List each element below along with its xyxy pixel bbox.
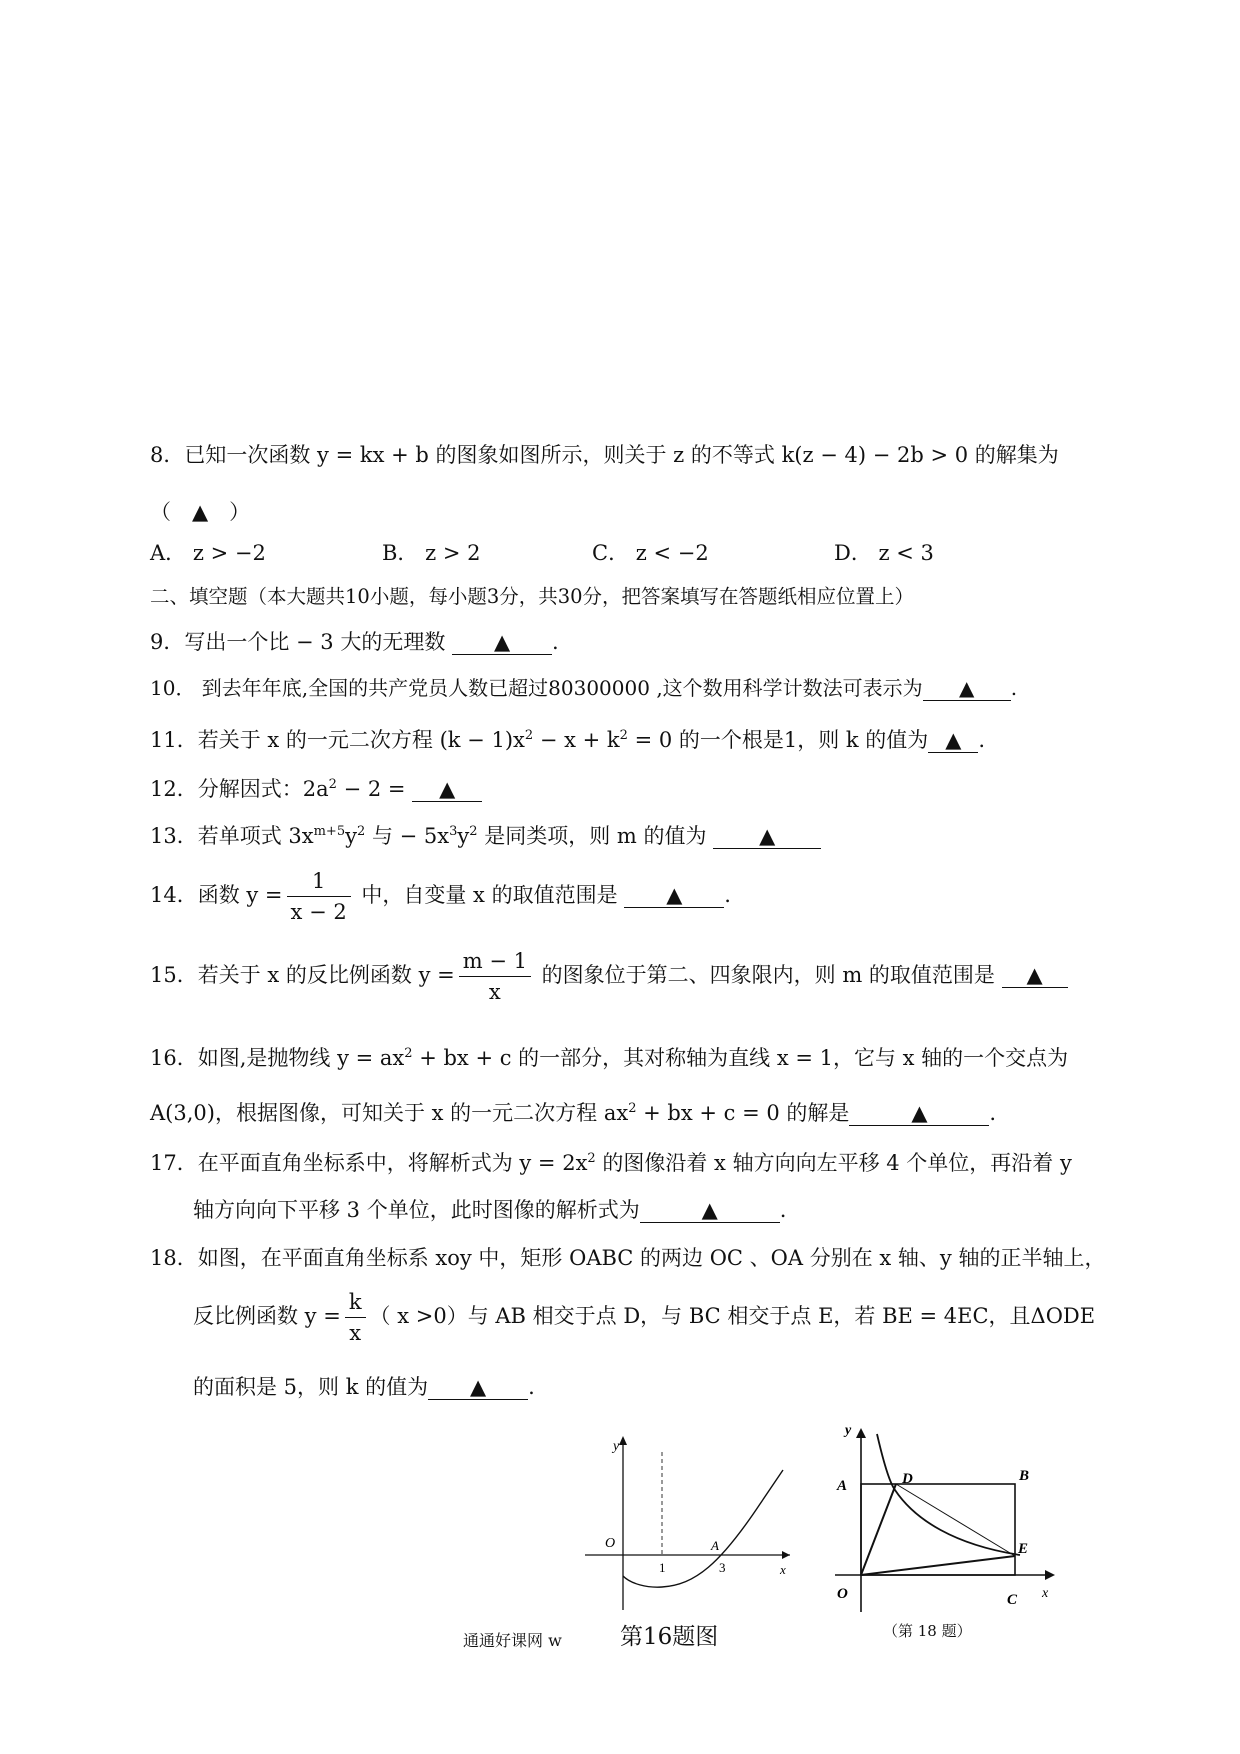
q12-blank (412, 777, 482, 802)
q18-part-b: （ x >0）与 AB 相交于点 D，与 BC 相交于点 E，若 BE = 4EC，且ΔODE (369, 1304, 1096, 1328)
q18-numerator: k (345, 1287, 366, 1318)
fig16-y-arrow (619, 1436, 627, 1445)
q8-body: 已知一次函数 y = kx + b 的图象如图所示，则关于 z 的不等式 k(z − 4) − 2b > 0 的解集为 (184, 443, 1059, 467)
q16-sup: 2 (404, 1046, 413, 1061)
fig18-origin-label: O (837, 1586, 848, 1602)
fig18-segment-de (896, 1484, 1015, 1556)
q18-blank (428, 1375, 528, 1400)
q17-line1 (150, 1144, 1072, 1178)
fig18-point-e: E (1018, 1541, 1029, 1557)
answer-mark: ▲ (666, 883, 683, 907)
q15-part-b: 的图象位于第二、四象限内，则 m 的取值范围是 (534, 963, 995, 987)
q11-part-a: 11．若关于 x 的一元二次方程 (k − 1)x (150, 728, 525, 752)
q18-denominator: x (349, 1321, 362, 1345)
q17-part-b: 的图像沿着 x 轴方向向左平移 4 个单位，再沿着 y (595, 1151, 1072, 1175)
fig18-x-label: x (1042, 1586, 1049, 1601)
q11-part-b: − x + k (533, 728, 620, 752)
answer-mark: ▲ (493, 630, 511, 654)
q18-line1: 18．如图，在平面直角坐标系 xoy 中，矩形 OABC 的两边 OC 、OA 分别在 x 轴、y 轴的正半轴上， (150, 1246, 1106, 1270)
q14-end: . (724, 883, 731, 907)
footer-site-text: 通通好课网 w (463, 1631, 562, 1650)
fig18-point-d: D (902, 1471, 913, 1487)
q11 (150, 721, 985, 755)
q15-numerator: m − 1 (459, 946, 531, 977)
q15-fraction (459, 946, 531, 1007)
answer-mark: ▲ (958, 676, 975, 700)
q13-sup3: 3 (449, 824, 458, 839)
answer-mark: ▲ (470, 1375, 487, 1399)
q9 (150, 627, 559, 657)
answer-mark: ▲ (759, 824, 776, 848)
q10 (150, 673, 1017, 703)
q17-sup: 2 (587, 1151, 596, 1166)
answer-mark: ▲ (701, 1198, 718, 1222)
q8-text (150, 440, 1059, 470)
q13-part-b: y (345, 824, 357, 848)
q15-part-a: 15．若关于 x 的反比例函数 y = (150, 963, 455, 987)
q18-line2 (193, 1283, 1095, 1349)
q16-part-d: + bx + c = 0 的解是 (636, 1101, 850, 1125)
q17-part-a: 17．在平面直角坐标系中，将解析式为 y = 2x (150, 1151, 588, 1175)
fig16-y-label: y (613, 1439, 620, 1454)
q8-number: 8． (150, 443, 185, 467)
q13-sup: 2 (356, 824, 366, 839)
section-heading: 二、填空题（本大题共10小题，每小题3分，共30分，把答案填写在答题纸相应位置上） (150, 585, 915, 608)
q13-part-c: 与 − 5x (365, 824, 450, 848)
q10-blank (923, 676, 1011, 701)
q14-fraction (287, 866, 351, 927)
q13 (150, 817, 821, 851)
q16-line2 (150, 1094, 996, 1128)
q16-end: . (989, 1101, 997, 1125)
fig18-point-c: C (1007, 1592, 1018, 1608)
q13-sup-exp: m+5 (313, 824, 346, 839)
fig18-y-arrow (856, 1428, 866, 1438)
q17-line2 (193, 1195, 786, 1225)
q12 (150, 770, 482, 804)
fig18-caption: （第 18 题） (883, 1622, 972, 1640)
q15-blank (1002, 963, 1068, 988)
q9-body: 9．写出一个比 − 3 大的无理数 (150, 630, 446, 654)
fig16-x-arrow (782, 1551, 790, 1559)
q13-part-d: y (457, 824, 470, 848)
q17-end: . (779, 1198, 787, 1222)
figure-16-parabola (585, 1432, 795, 1617)
fig18-segment-od (861, 1484, 896, 1575)
q18-end: . (528, 1375, 535, 1399)
fig18-point-a: A (837, 1478, 848, 1494)
q16-blank (849, 1101, 989, 1126)
fig18-segment-oe (861, 1556, 1015, 1575)
fig18-hyperbola (877, 1434, 1020, 1555)
q11-part-c: = 0 的一个根是1，则 k 的值为 (627, 728, 929, 752)
q13-part-e: 是同类项，则 m 的值为 (477, 824, 707, 848)
q12-part-a: 12．分解因式：2a (150, 777, 329, 801)
q14-numerator: 1 (287, 866, 351, 897)
fig18-x-arrow (1045, 1570, 1055, 1580)
q8-option-c: C． z < −2 (592, 541, 709, 565)
q14 (150, 862, 731, 928)
fig16-parabola-curve (623, 1470, 783, 1587)
q15-denominator: x (488, 980, 501, 1004)
q18-line3 (193, 1372, 535, 1402)
figure-18-rectangle (825, 1420, 1060, 1620)
q13-blank (713, 824, 821, 849)
q11-blank (928, 728, 978, 753)
fig16-x-label: x (780, 1562, 786, 1577)
q16-sup: 2 (628, 1101, 637, 1116)
q8-option-d: D． z < 3 (834, 541, 934, 565)
fig16-tick-3: 3 (719, 1560, 726, 1575)
fig16-tick-1: 1 (659, 1560, 666, 1575)
q11-sup: 2 (619, 728, 628, 743)
q10-body: 10． 到去年年底,全国的共产党员人数已超过80300000 ,这个数用科学计数法可表示为 (150, 676, 923, 700)
q9-blank (452, 630, 552, 655)
fig16-point-a: A (711, 1538, 719, 1553)
q16-part-c: A(3,0)，根据图像，可知关于 x 的一元二次方程 ax (150, 1101, 629, 1125)
answer-mark: ▲ (911, 1101, 928, 1125)
q10-end: . (1010, 676, 1018, 700)
q14-blank (624, 883, 724, 908)
q8-option-a: A． z > −2 (150, 541, 266, 565)
q18-part-a: 反比例函数 y = (193, 1304, 341, 1328)
q12-sup: 2 (328, 777, 337, 792)
q11-sup: 2 (524, 728, 534, 743)
q14-part-a: 14．函数 y = (150, 883, 283, 907)
q8-option-b: B． z > 2 (382, 541, 481, 565)
q16-line1 (150, 1039, 1068, 1073)
q17-part-c: 轴方向向下平移 3 个单位，此时图像的解析式为 (193, 1198, 640, 1222)
q16-part-a: 16．如图,是抛物线 y = ax (150, 1046, 405, 1070)
q15 (150, 942, 1068, 1008)
q12-part-b: − 2 = (336, 777, 406, 801)
fig18-point-b: B (1019, 1468, 1030, 1484)
answer-mark: ▲ (439, 777, 456, 801)
q17-blank (640, 1198, 780, 1223)
q16-part-b: + bx + c 的一部分，其对称轴为直线 x = 1，它与 x 轴的一个交点为 (412, 1046, 1069, 1070)
fig16-caption: 第16题图 (620, 1624, 719, 1650)
q9-end: . (552, 630, 559, 654)
q18-part-c: 的面积是 5，则 k 的值为 (193, 1375, 429, 1399)
fig16-origin-label: O (605, 1536, 616, 1551)
q8-answer-paren: （ ▲ ） (150, 500, 251, 524)
q18-fraction (345, 1287, 366, 1348)
answer-mark: ▲ (1026, 963, 1043, 987)
q11-end: . (978, 728, 985, 752)
answer-mark: ▲ (945, 728, 962, 752)
q13-sup: 2 (469, 824, 478, 839)
q14-part-b: 中，自变量 x 的取值范围是 (354, 883, 618, 907)
q14-denominator: x − 2 (290, 900, 347, 924)
q13-part-a: 13．若单项式 3x (150, 824, 314, 848)
fig18-y-label: y (845, 1423, 852, 1438)
